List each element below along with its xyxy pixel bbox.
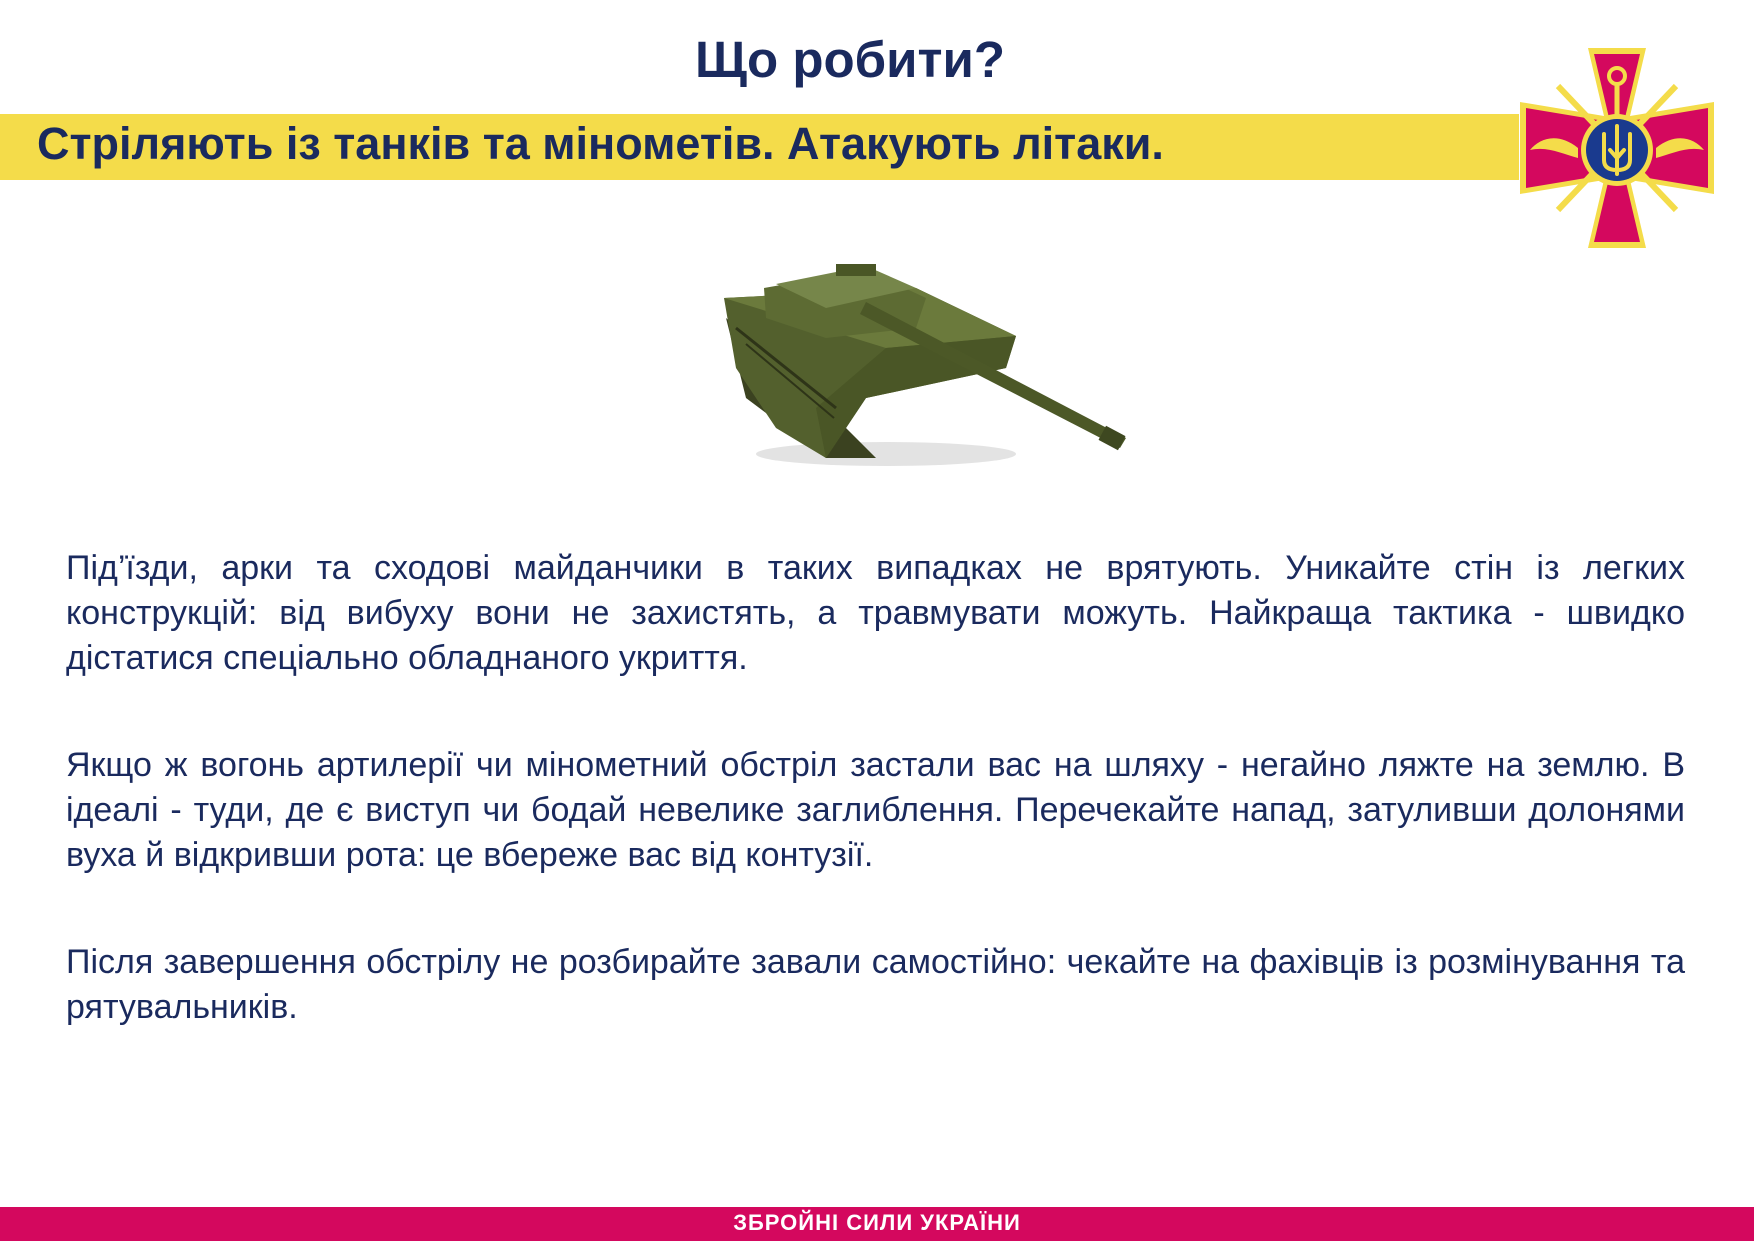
subtitle-banner-text: Стріляють із танків та мінометів. Атакують літаки. bbox=[37, 118, 1164, 169]
footer-bar bbox=[0, 1207, 1754, 1241]
paragraph-artillery: Якщо ж вогонь артилерії чи мінометний обстріл застали вас на шляху - негайно ляжте на землю. В ідеалі - туди, де є виступ чи бодай невелике заглиблення. Перечекайте напад, затуливши долонями вуха й відкривши рота: це вбереже вас від контузії. bbox=[66, 746, 1685, 874]
paragraph-shelter: Під’їзди, арки та сходові майданчики в таких випадках не врятують. Уникайте стін із легких конструкцій: від вибуху вони не захистять, а травмувати можуть. Найкраща тактика - швидко дістатися спеціально обладнаного укриття. bbox=[66, 549, 1685, 677]
paragraph-after-shelling: Після завершення обстрілу не розбирайте завали самостійно: чекайте на фахівців із розмінування та рятувальників. bbox=[66, 943, 1685, 1026]
tank-icon bbox=[716, 258, 1136, 470]
footer-label: ЗБРОЙНІ СИЛИ УКРАЇНИ bbox=[733, 1210, 1021, 1235]
subtitle-banner bbox=[0, 114, 1519, 180]
page-title: Що робити? bbox=[695, 31, 1005, 88]
armed-forces-emblem-icon bbox=[1518, 46, 1716, 250]
